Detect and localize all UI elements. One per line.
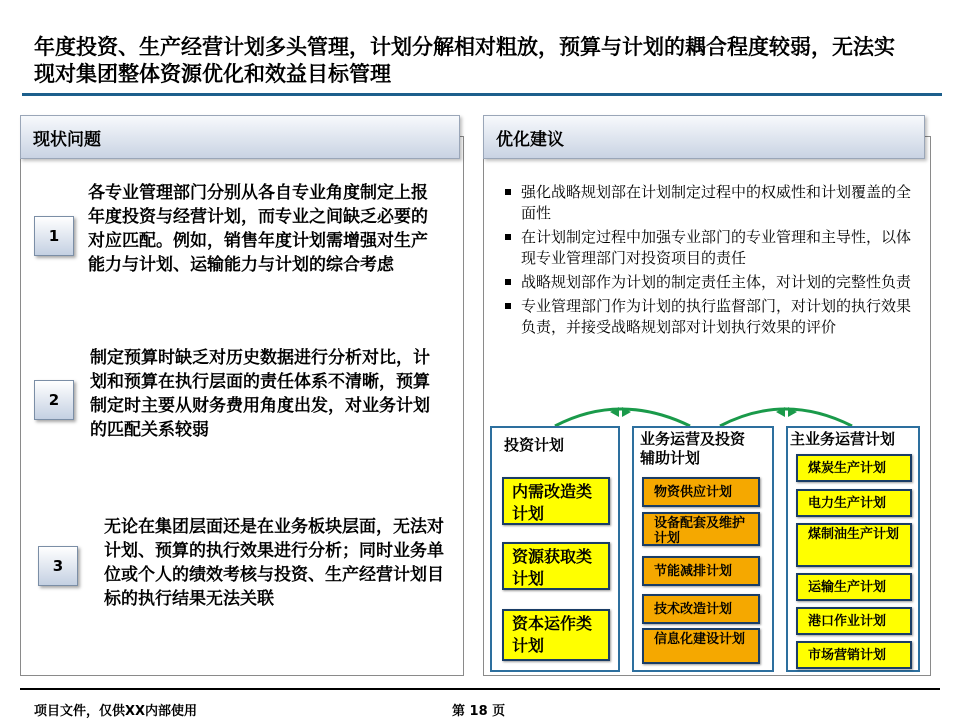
page-number: 第 18 页 — [452, 704, 506, 719]
plan-box-it-construction: 信息化建设计划 — [642, 628, 760, 664]
plan-box-port-operation: 港口作业计划 — [796, 607, 912, 635]
current-issues-heading: 现状问题 — [20, 115, 460, 159]
plan-box-capital-operation: 资本运作类计划 — [502, 609, 610, 661]
issue-number-1: 1 — [34, 216, 74, 256]
arrow-support-main — [720, 409, 852, 426]
plan-box-power-production: 电力生产计划 — [796, 489, 912, 517]
optimization-heading: 优化建议 — [483, 115, 925, 159]
plan-box-material-supply: 物资供应计划 — [642, 477, 760, 507]
plan-box-coal-production: 煤炭生产计划 — [796, 454, 912, 482]
footer-divider — [20, 688, 940, 690]
plan-box-equipment-maintenance: 设备配套及维护计划 — [642, 512, 760, 546]
plan-box-coal-to-oil: 煤制油生产计划 — [796, 523, 912, 567]
page-title: 年度投资、生产经营计划多头管理，计划分解相对粗放，预算与计划的耦合程度较弱，无法实现对集团整体资源优化和效益目标管理 — [34, 35, 895, 86]
plan-box-tech-upgrade: 技术改造计划 — [642, 594, 760, 624]
plan-box-energy-saving: 节能减排计划 — [642, 556, 760, 586]
issue-text-3: 无论在集团层面还是在业务板块层面，无法对计划、预算的执行效果进行分析；同时业务单位或个人的绩效考核与投资、生产经营计划目标的执行结果无法关联 — [104, 517, 444, 609]
suggestion-item: 在计划制定过程中加强专业部门的专业管理和主导性，以体现专业管理部门对投资项目的责任 — [503, 227, 915, 269]
investment-plan-label: 投资计划 — [504, 436, 565, 454]
main-business-plan-label: 主业务运营计划 — [790, 430, 896, 448]
suggestion-item: 强化战略规划部在计划制定过程中的权威性和计划覆盖的全面性 — [503, 182, 915, 224]
plan-box-transport-production: 运输生产计划 — [796, 573, 912, 601]
footer-confidentiality: 项目文件，仅供XX内部使用 — [34, 704, 198, 719]
suggestion-list — [503, 182, 915, 341]
support-plan-label: 业务运营及投资辅助计划 — [640, 430, 746, 467]
suggestion-item: 专业管理部门作为计划的执行监督部门，对计划的执行效果负责，并接受战略规划部对计划执行效果的评价 — [503, 296, 915, 338]
issue-number-3: 3 — [38, 546, 78, 586]
plan-box-domestic-renovation: 内需改造类计划 — [502, 477, 610, 525]
plan-box-resource-acquisition: 资源获取类计划 — [502, 542, 610, 590]
suggestion-item: 战略规划部作为计划的制定责任主体，对计划的完整性负责 — [503, 272, 915, 293]
issue-text-1: 各专业管理部门分别从各自专业角度制定上报年度投资与经营计划，而专业之间缺乏必要的对应匹配。例如，销售年度计划需增强对生产能力与计划、运输能力与计划的综合考虑 — [88, 183, 428, 275]
issue-text-2: 制定预算时缺乏对历史数据进行分析对比，计划和预算在执行层面的责任体系不清晰，预算制定时主要从财务费用角度出发，对业务计划的匹配关系较弱 — [90, 348, 430, 440]
title-divider — [22, 93, 942, 96]
plan-box-marketing: 市场营销计划 — [796, 641, 912, 669]
issue-number-2: 2 — [34, 380, 74, 420]
